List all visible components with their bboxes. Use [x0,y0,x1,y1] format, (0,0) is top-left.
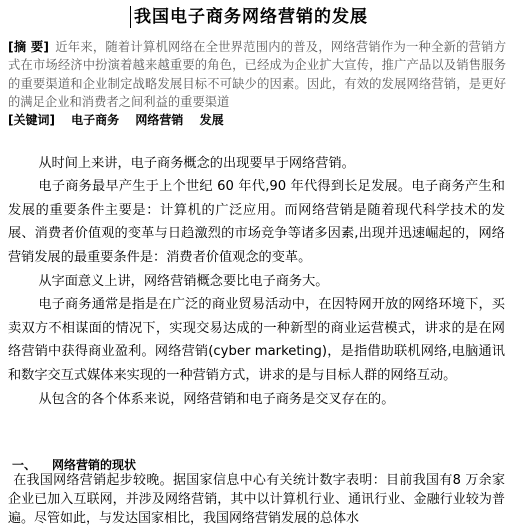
body-text [8,152,505,411]
keyword: 网络营销 [135,113,184,127]
abstract-text: 近年来，随着计算机网络在全世界范围内的普及，网络营销作为一种全新的营销方式在市场经济中扮演着越来越重要的角色，已经成为企业扩大宣传，推广产品以及销售服务的重要渠道和企业制定战略发展目标不可缺少的因素。因此，有效的发展网络营销，是更好的满足企业和消费者之间利益的重要渠道 [8,40,506,110]
paragraph: 从字面意义上讲，网络营销概念要比电子商务大。 [38,274,329,290]
paragraph: 从包含的各个体系来说，网络营销和电子商务是交叉存在的。 [38,392,395,408]
abstract [8,38,506,112]
section-paragraph: 在我国网络营销起步较晚。据国家信息中心有关统计数字表明：目前我国有8 万余家企业已加入互联网，并涉及网络营销，其中以计算机行业、通讯行业、金融行业较为普遍。尽管如此，与发达国家相比，我国网络营销发展的总体水 [8,473,505,527]
paragraph: 电子商务通常是指是在广泛的商业贸易活动中，在因特网开放的网络环境下，买卖双方不相谋面的情况下，实现交易达成的一种新型的商业运营模式，讲求的是在网络营销中获得商业盈利。网络营销(cyber marketing)，是指借助联机网络,电脑通讯和数字交互式媒体来实现的一种营销方式，讲求的是与目标人群的网络互动。 [8,297,505,383]
keyword: 电子商务 [71,113,120,127]
keyword: 发展 [199,113,224,127]
abstract-label: [摘 要] [8,40,50,54]
section-number: 一、 [12,458,37,472]
section-title: 网络营销的现状 [52,458,137,472]
paragraph: 电子商务最早产生于上个世纪 60 年代,90 年代得到长足发展。电子商务产生和发展的重要条件主要是：计算机的广泛应用。而网络营销是随着现代科学技术的发展、消费者价值观的变革与日趋激烈的市场竞争等诸多因素,出现并迅速崛起的，网络营销发展的最重要条件是：消费者价值观念的变革。 [8,179,505,265]
paragraph: 从时间上来讲，电子商务概念的出现要早于网络营销。 [38,156,355,171]
document-title: 我国电子商务网络营销的发展 [130,6,368,28]
keywords [8,111,224,129]
keywords-label: [关键词] [8,113,55,127]
